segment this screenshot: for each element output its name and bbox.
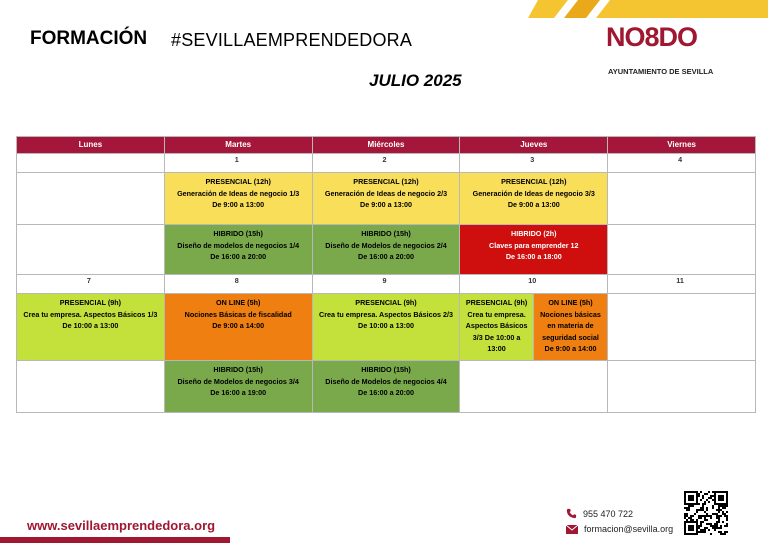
day-header-martes: Martes	[164, 137, 312, 154]
event-title: Diseño de Modelos de negocios 3/4	[177, 376, 299, 386]
event-cell	[460, 294, 533, 360]
event-cell	[164, 294, 312, 361]
event-type: HIBRIDO (15h)	[213, 365, 263, 374]
event-time: De 9:00 a 14:00	[212, 321, 265, 330]
split-event-cell	[460, 294, 608, 361]
date-cell	[17, 154, 165, 173]
empty-cell	[17, 361, 165, 413]
month-title: JULIO 2025	[369, 71, 462, 90]
event-cell	[17, 294, 165, 361]
empty-cell	[17, 225, 165, 275]
event-type: HIBRIDO (15h)	[361, 365, 411, 374]
date-cell: 11	[608, 275, 756, 294]
event-time: De 16:00 a 20:00	[210, 252, 267, 261]
event-cell	[534, 294, 607, 360]
event-type: PRESENCIAL (12h)	[501, 177, 567, 186]
empty-cell	[460, 361, 608, 413]
event-title: Diseño de Modelos de negocios 2/4	[325, 240, 447, 250]
date-cell: 7	[17, 275, 165, 294]
date-cell: 8	[164, 275, 312, 294]
day-header-lunes: Lunes	[17, 137, 165, 154]
event-type: HIBRIDO (2h)	[511, 229, 557, 238]
event-cell	[164, 225, 312, 275]
event-title: Crea tu empresa. Aspectos Básicos 1/3 De 10:00 a 13:00	[23, 309, 158, 330]
event-cell	[312, 225, 460, 275]
event-title: Nociones Básicas de fiscalidad	[184, 309, 292, 319]
day-header-viernes: Viernes	[608, 137, 756, 154]
event-title: Claves para emprender 12	[489, 240, 579, 250]
email-contact	[566, 524, 673, 534]
event-title: Generación de Ideas de negocio 1/3	[177, 188, 300, 198]
event-time: De 9:00 a 13:00	[360, 200, 412, 209]
footer-bar	[0, 537, 230, 543]
event-type: HIBRIDO (15h)	[213, 229, 263, 238]
event-type: ON LINE (5h)	[548, 298, 593, 307]
event-type: PRESENCIAL (12h)	[205, 177, 271, 186]
event-cell	[164, 173, 312, 225]
event-type: PRESENCIAL (9h)	[465, 298, 528, 307]
date-cell: 2	[312, 154, 460, 173]
logo-brand: NO8DO	[606, 22, 698, 52]
event-time: De 9:00 a 13:00	[507, 200, 560, 209]
event-title: Crea tu empresa. Aspectos Básicos 2/3 De 10:00 a 13:00	[319, 309, 453, 330]
website-link[interactable]: www.sevillaemprendedora.org	[27, 518, 216, 533]
empty-cell	[17, 173, 165, 225]
event-cell	[164, 361, 312, 413]
event-type: ON LINE (5h)	[216, 298, 261, 307]
empty-cell	[608, 294, 756, 361]
event-time: De 16:00 a 18:00	[505, 252, 562, 261]
event-title: Crea tu empresa. Aspectos Básicos 3/3 De 10:00 a 13:00	[465, 309, 528, 353]
date-cell: 9	[312, 275, 460, 294]
event-time: De 16:00 a 20:00	[358, 388, 414, 397]
phone-number: 955 470 722	[583, 508, 634, 519]
event-title: Generación de Ideas de negocio 3/3	[472, 188, 595, 198]
logo-subtitle: AYUNTAMIENTO DE SEVILLA	[608, 67, 714, 76]
email-address[interactable]: formacion@sevilla.org	[584, 524, 674, 534]
date-cell: 1	[164, 154, 312, 173]
calendar-table	[16, 136, 756, 413]
hashtag: #SEVILLAEMPRENDEDORA	[171, 30, 413, 50]
phone-contact	[566, 508, 633, 519]
event-title: Diseño de modelos de negocios 1/4	[177, 240, 300, 250]
event-cell	[460, 173, 608, 225]
event-type: PRESENCIAL (12h)	[353, 177, 419, 186]
decorative-stripe	[528, 0, 768, 18]
event-type: HIBRIDO (15h)	[361, 229, 411, 238]
event-cell	[312, 173, 460, 225]
logo	[606, 22, 716, 82]
event-title: Nociones básicas en materia de seguridad social	[540, 309, 601, 342]
page-title: FORMACIÓN	[30, 28, 148, 49]
date-cell: 3	[460, 154, 608, 173]
day-header-miercoles: Miércoles	[312, 137, 460, 154]
phone-icon	[566, 508, 577, 519]
event-type: PRESENCIAL (9h)	[355, 298, 417, 307]
event-time: De 9:00 a 14:00	[544, 344, 597, 353]
event-title: Diseño de Modelos de negocios 4/4	[325, 376, 447, 386]
date-cell: 4	[608, 154, 756, 173]
date-cell: 10	[460, 275, 608, 294]
email-icon	[566, 525, 578, 534]
event-cell	[460, 225, 608, 275]
empty-cell	[608, 173, 756, 225]
event-type: PRESENCIAL (9h)	[59, 298, 122, 307]
event-time: De 9:00 a 13:00	[212, 200, 265, 209]
event-cell	[312, 294, 460, 361]
event-time: De 16:00 a 20:00	[358, 252, 414, 261]
event-cell	[312, 361, 460, 413]
empty-cell	[608, 361, 756, 413]
event-title: Generación de Ideas de negocio 2/3	[324, 188, 448, 198]
day-header-jueves: Jueves	[460, 137, 608, 154]
event-time: De 16:00 a 19:00	[210, 388, 267, 397]
empty-cell	[608, 225, 756, 275]
qr-code-icon[interactable]	[684, 491, 728, 535]
